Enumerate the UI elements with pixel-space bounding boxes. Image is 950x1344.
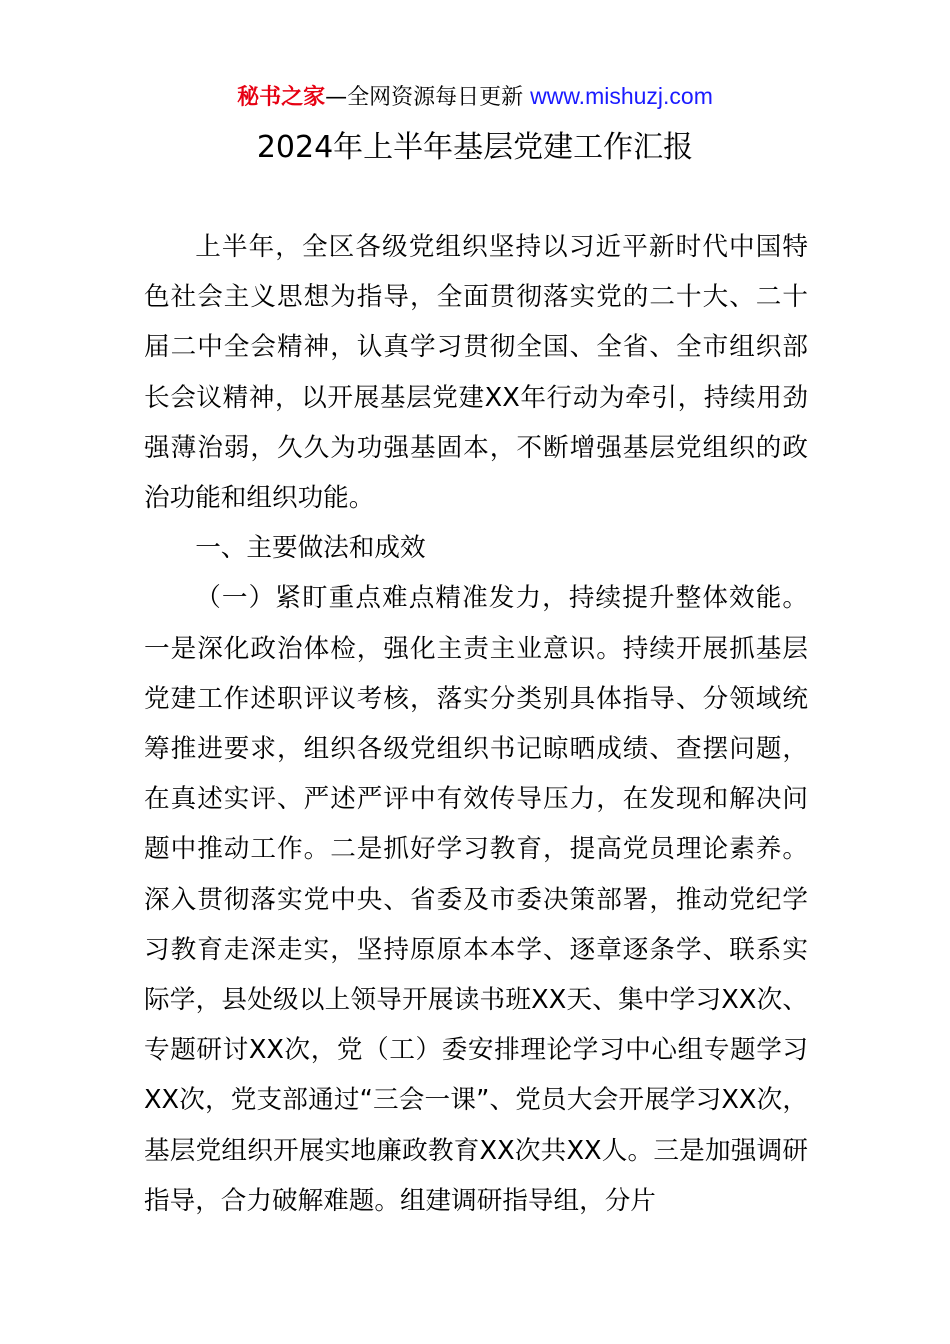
subsection-paragraph: （一）紧盯重点难点精准发力，持续提升整体效能。一是深化政治体检，强化主责主业意识。持续开展抓基层党建工作述职评议考核，落实分类别具体指导、分领域统筹推进要求，组织各级党组织书记晾晒成绩、查摆问题，在真述实评、严述严评中有效传导压力，在发现和解决问题中推动工作。二是抓好学习教育，提高党员理论素养。深入贯彻落实党中央、省委及市委决策部署，推动党纪学习教育走深走实，坚持原原本本学、逐章逐条学、联系实际学，县处级以上领导开展读书班XX天、集中学习XX次、专题研讨XX次，党（工）委安排理论学习中心组专题学习XX次，党支部通过“三会一课”、党员大会开展学习XX次，基层党组织开展实地廉政教育XX次共XX人。三是加强调研指导，合力破解难题。组建调研指导组，分片 [144,583,808,1216]
header-tagline: —全网资源每日更新 [325,85,524,110]
section-heading: 一、主要做法和成效 [195,533,426,564]
document-body [144,222,808,1226]
site-header [0,80,950,114]
brand-name: 秘书之家 [237,85,326,110]
document-title: 2024年上半年基层党建工作汇报 [256,130,694,165]
site-url-link[interactable]: www.mishuzj.com [530,83,713,109]
intro-paragraph: 上半年，全区各级党组织坚持以习近平新时代中国特色社会主义思想为指导，全面贯彻落实党的二十大、二十届二中全会精神，认真学习贯彻全国、全省、全市组织部长会议精神，以开展基层党建XX年行动为牵引，持续用劲强薄治弱，久久为功强基固本，不断增强基层党组织的政治功能和组织功能。 [144,232,808,514]
